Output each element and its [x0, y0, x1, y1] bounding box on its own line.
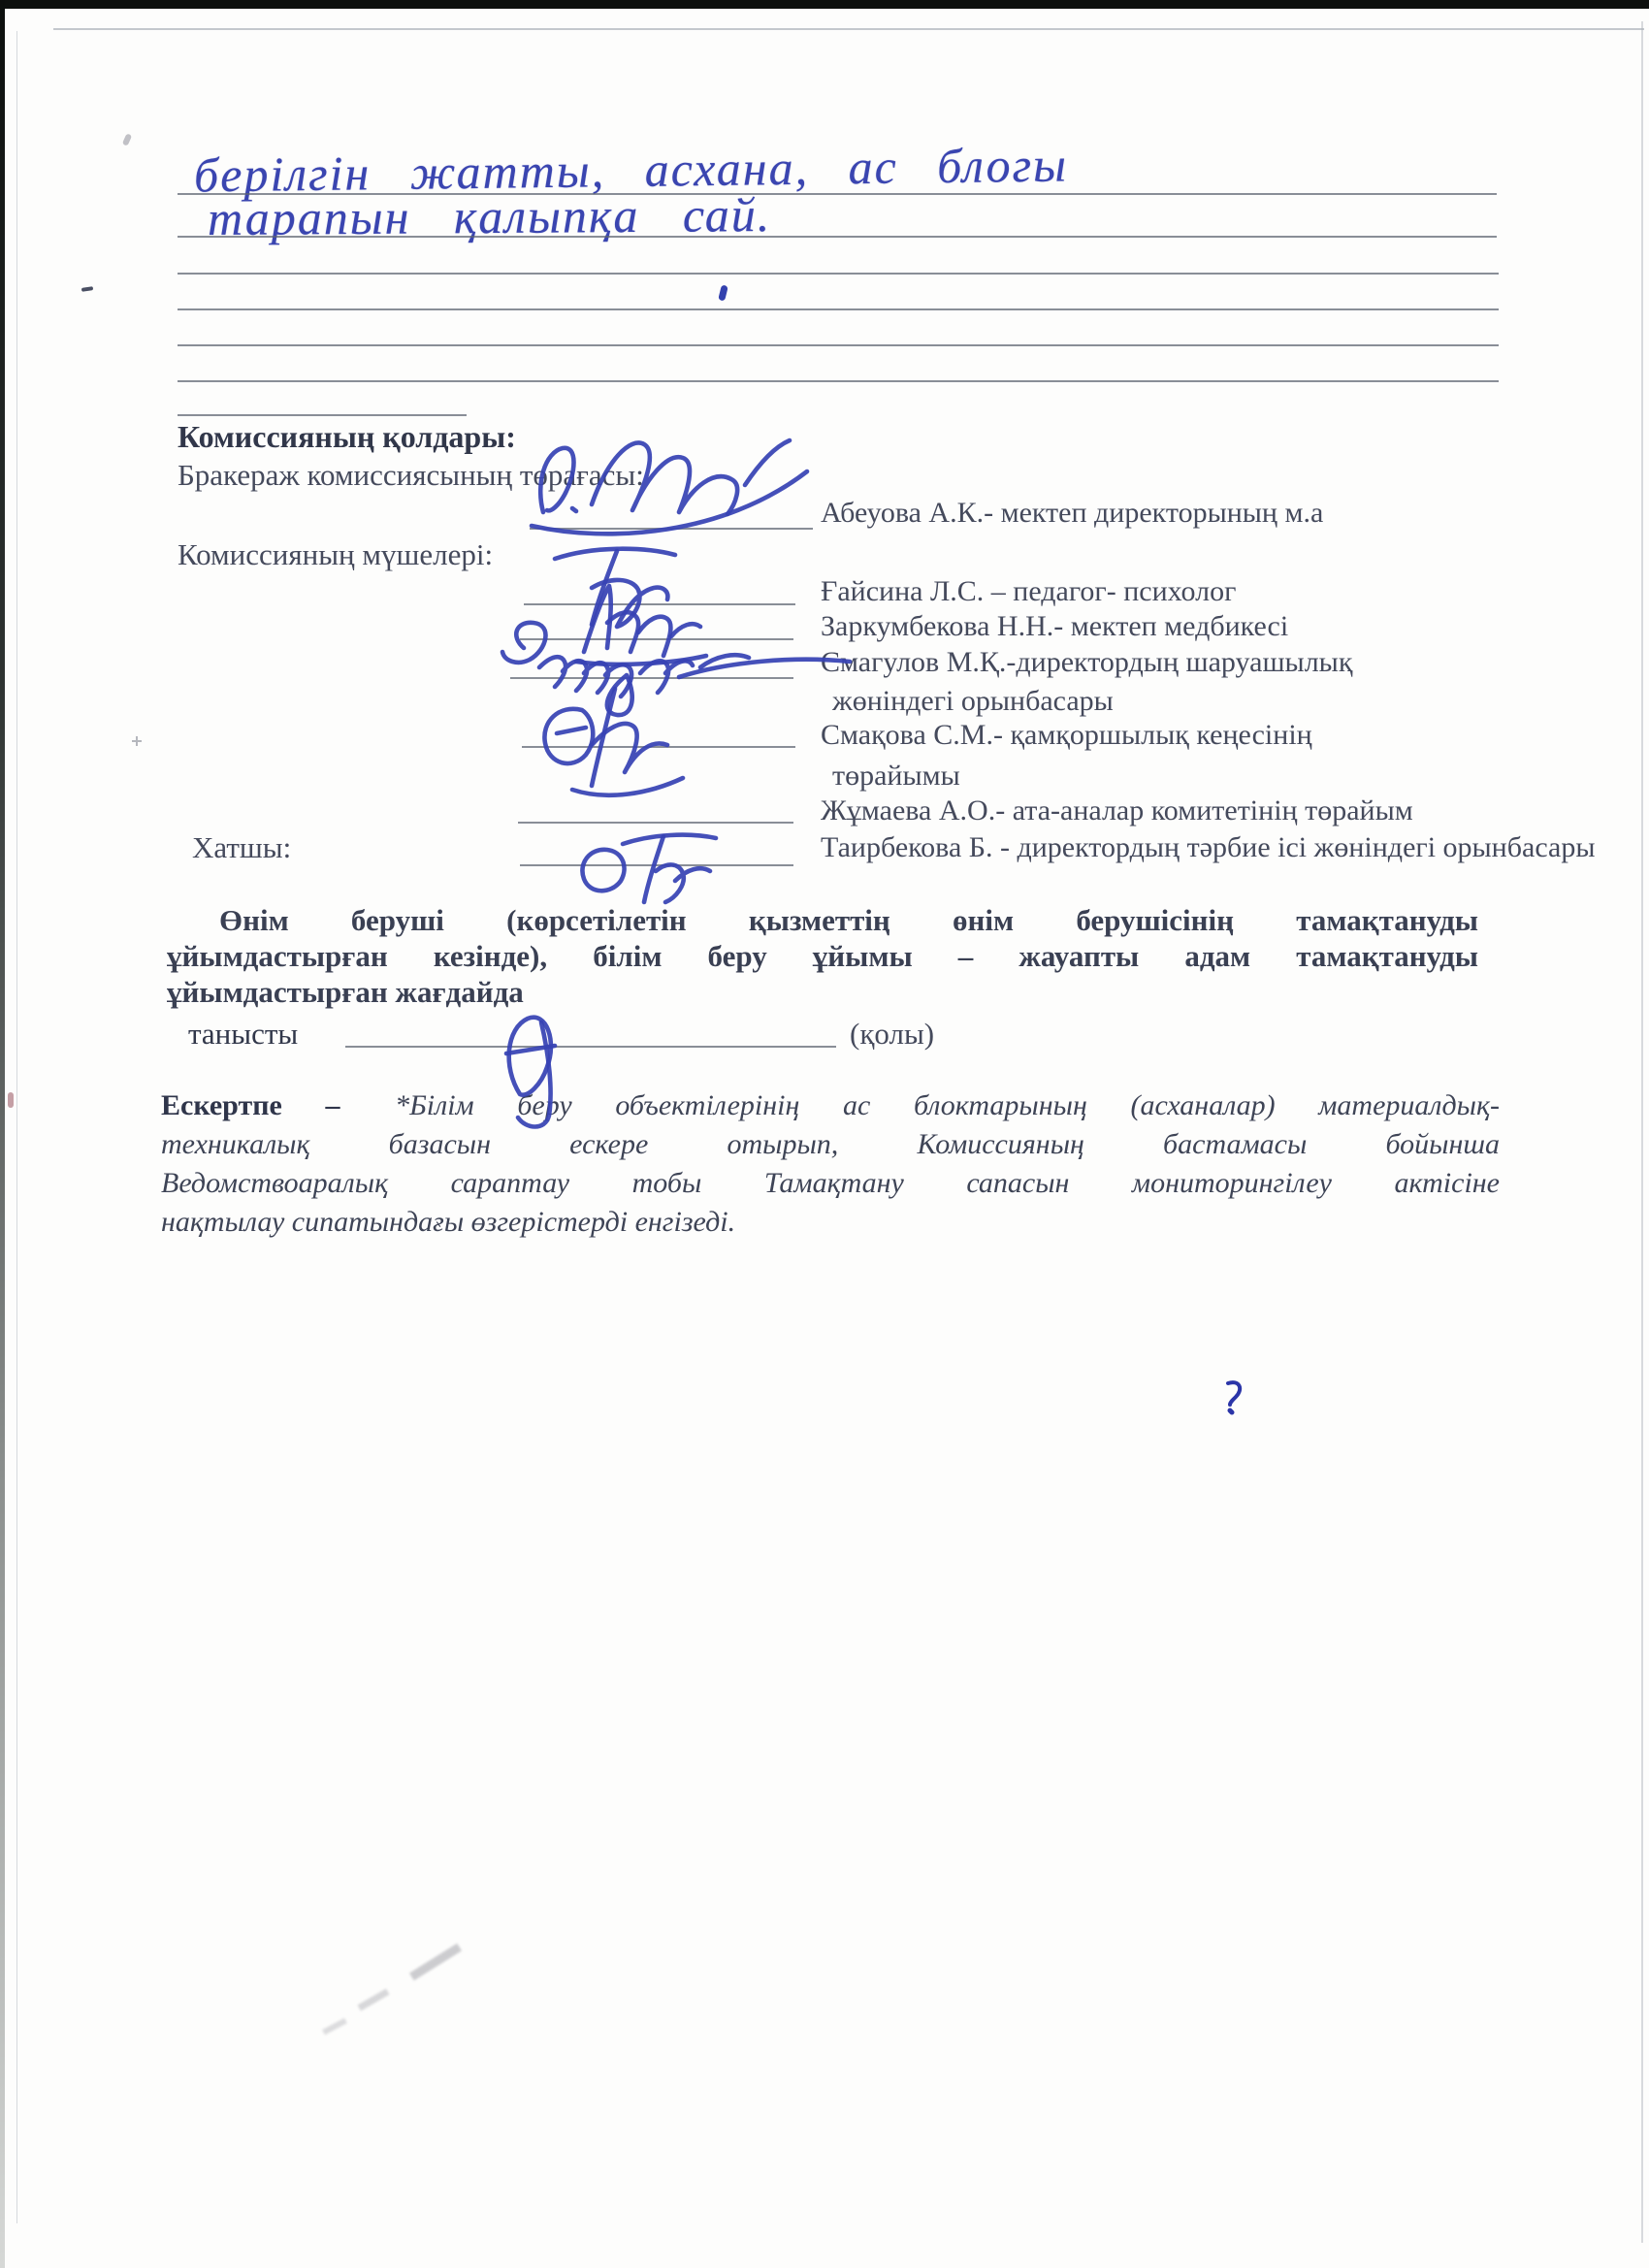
scan-top-edge [0, 0, 1649, 9]
ruled-line [178, 273, 1499, 275]
ink-speck [718, 284, 728, 301]
ruled-line [178, 193, 1497, 195]
scan-left-edge [0, 0, 5, 2268]
ruled-line [178, 380, 1499, 382]
acquainted-label: танысты [188, 1017, 299, 1051]
paragraph-line: Өнім беруші (көрсетілетін қызметтің өнім берушісінің тамақтануды [219, 903, 1478, 937]
ruled-line [178, 344, 1499, 346]
paper-edge-line [53, 28, 1644, 30]
note-label: Ескертпе – [161, 1089, 340, 1121]
pencil-smudge [322, 2018, 347, 2035]
ruled-line-short [178, 414, 467, 416]
pencil-smudge [409, 1943, 462, 1980]
chairman-name: Абеуова А.К.- мектеп директорының м.а [821, 497, 1324, 529]
secretary-label: Хатшы: [192, 830, 292, 864]
note-text: *Білім беру объектілерінің ас блоктарының (асханалар) материалдық- [395, 1089, 1500, 1121]
member-name-continued: төрайымы [832, 760, 960, 792]
handwritten-line: берілгін жатты, асхана, ас блогы [193, 137, 1069, 203]
note-line: техникалық базасын ескере отырып, Комиссияның бастамасы бойынша [161, 1128, 1500, 1160]
secretary-name: Таирбекова Б. - директордың тәрбие ісі жөніндегі орынбасары [821, 831, 1596, 863]
member-name-continued: жөніндегі орынбасары [832, 685, 1114, 717]
scan-speck [8, 1092, 14, 1108]
signature-scribble-chairman [516, 425, 819, 543]
member-name: Заркумбекова Н.Н.- мектеп медбикесі [821, 610, 1289, 642]
note-line [161, 1086, 1500, 1125]
member-name: Смақова С.М.- қамқоршылық кеңесінің [821, 719, 1312, 751]
ruled-line [178, 236, 1497, 238]
pencil-speck [122, 133, 132, 146]
ruled-line [178, 308, 1499, 310]
paragraph-line: ұйымдастырған жағдайда [167, 975, 524, 1009]
signature-scribble-member [526, 677, 702, 809]
note-paragraph [161, 1086, 1500, 1242]
chairman-role-label: Бракераж комиссиясының төрағасы: [178, 458, 644, 492]
provider-paragraph [167, 902, 1478, 1010]
member-name: Ғайсина Л.С. – педагог- психолог [821, 575, 1237, 607]
handwritten-line: тарапын қалыпқа сай. [207, 186, 772, 246]
note-line: Ведомствоаралық сараптау тобы Тамақтану сапасын мониторингілеу актісіне [161, 1167, 1500, 1199]
paragraph-line: ұйымдастырған кезінде), білім беру ұйымы – жауапты адам тамақтануды [167, 939, 1478, 973]
pencil-smudge [358, 1989, 390, 2011]
signatures-heading: Комиссияның қолдары: [178, 419, 516, 454]
members-label: Комиссияның мүшелері: [178, 537, 494, 571]
signature-scribble-acquainted [458, 1001, 615, 1129]
signature-hint: (қолы) [850, 1017, 935, 1051]
ink-speck [81, 286, 93, 292]
note-line: нақтылау сипатындағы өзгерістерді енгізеді. [161, 1206, 736, 1238]
paper-edge-line [1641, 21, 1643, 2243]
pencil-speck [132, 733, 142, 743]
paper-edge-line [16, 31, 17, 2223]
member-name: Жұмаева А.О.- ата-аналар комитетінің төрайым [821, 794, 1413, 826]
signature-scribble-secretary [566, 817, 733, 910]
ink-mark [1222, 1377, 1245, 1416]
member-name: Смагулов М.Қ.-директордың шаруашылық [821, 646, 1353, 678]
